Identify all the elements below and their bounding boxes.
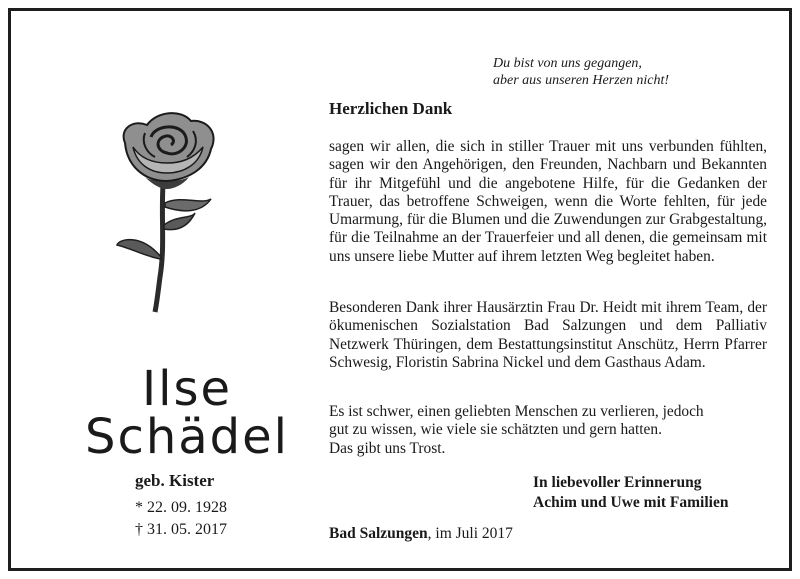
motto <box>493 55 753 89</box>
birth-name: geb. Kister <box>135 471 215 490</box>
deceased-last-name: Schädel <box>84 409 290 465</box>
notice-paragraph-1: sagen wir allen, die sich in stiller Trauer mit uns verbunden fühlten, sagen wir den Angehörigen, den Freunden, Nachbarn und Bekannten für ihr Mitgefühl und die angebotene Hilfe, für die Gedanken der Trauer, das betroffene Schweigen, wenn die Worte fehlten, für jede Umarmung, für die Blumen und die Zuwendungen zur Grabgestaltung, für die Teilnahme an der Trauerfeier und all denen, die gemeinsam mit uns unsere liebe Mutter auf ihrem letzten Weg begleitet haben. <box>329 138 767 265</box>
obituary-card <box>8 8 792 571</box>
place-date <box>329 525 513 543</box>
deceased-first-name: Ilse <box>141 361 233 417</box>
signature-line-1: In liebevoller Erinnerung <box>533 474 702 491</box>
notice-paragraph-2: Besonderen Dank ihrer Hausärztin Frau Dr. Heidt mit ihrem Team, der ökumenischen Sozialstation Bad Salzungen und dem Palliativ Netzwerk Thüringen, dem Bestattungsinstitut Anschütz, Herrn Pfarrer Schwesig, Floristin Sabrina Nickel und dem Gasthaus Adam. <box>329 299 767 371</box>
signature-line-2: Achim und Uwe mit Familien <box>533 494 729 511</box>
notice-paragraph-3-line-1: Es ist schwer, einen geliebten Menschen zu verlieren, jedoch <box>329 403 704 420</box>
birth-date: * 22. 09. 1928 <box>135 499 227 516</box>
notice-paragraph-3-line-2: gut zu wissen, wie viele sie schätzten und gern hatten. <box>329 421 662 439</box>
notice-paragraph-3 <box>329 403 767 458</box>
date: , im Juli 2017 <box>427 525 513 542</box>
death-date: † 31. 05. 2017 <box>135 521 227 538</box>
notice-paragraph-3-line-3: Das gibt uns Trost. <box>329 439 446 457</box>
rose-icon <box>111 107 223 317</box>
place: Bad Salzungen <box>329 525 428 542</box>
motto-line-1: Du bist von uns gegangen, <box>493 56 642 71</box>
signature <box>533 473 728 513</box>
motto-line-2: aber aus unseren Herzen nicht! <box>493 73 670 88</box>
notice-heading: Herzlichen Dank <box>329 99 453 118</box>
life-dates <box>135 497 227 541</box>
